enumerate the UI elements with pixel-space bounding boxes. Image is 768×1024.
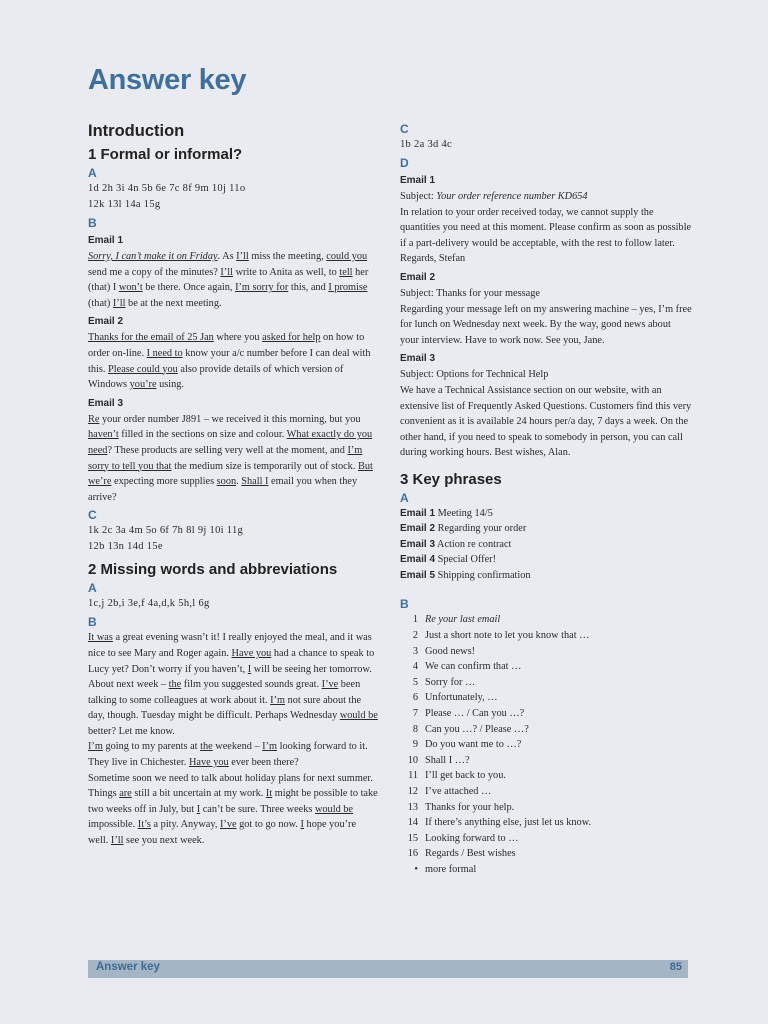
answers-2a: 1c,j 2b,i 3e,f 4a,d,k 5h,l 6g xyxy=(88,598,210,610)
list-item: 1 Re your last email xyxy=(412,614,501,626)
answers-c-right: 1b 2a 3d 4c xyxy=(400,139,452,150)
key-phrase-email-row: Email 4 Special Offer! xyxy=(400,554,497,566)
d-email-2-subject: Subject: Thanks for your message xyxy=(400,287,540,299)
list-item: 15 Looking forward to … xyxy=(407,832,519,844)
d-email-3-subject: Subject: Options for Technical Help xyxy=(400,369,549,381)
list-item: 11 I’ll get back to you. xyxy=(408,770,506,782)
exercise-2b-text: It was a great evening wasn’t it! I really enjoyed the meal, and it was nice to see Mary and Roger again. Have you had a chance to speak to Lucy yet? Don’t worry if you haven’t, I will be seeing her tomorrow. About next week – the film you suggested sounds great. I’ve been talking to some colleagues at work about it. I’m not sure about the day, though. Tuesday might be difficult. Perhaps Wednesday would be better? Let me know. I’m going to my parents at the weekend – I’m looking forward to it. They live in Chichester. Have you ever been there? Sometime soon we need to talk about holiday plans for next summer. Things are still a bit uncertain at my work. It might be possible to take two weeks off in July, but I can’t be sure. Three weeks would be impossible. It’s a pity. Anyway, I’ve got to go now. I hope you’re well. I’ll see you next week. xyxy=(88,632,378,847)
exercise-letter-a: A xyxy=(88,166,97,180)
d-email-1-body: In relation to your order received today, we cannot supply the quantities you need at this moment. Please confirm as soon as possible if a part-delivery would be acceptable, with the rest to follow later. Regards, Stefan xyxy=(400,206,692,265)
list-item: 8 Can you …? / Please …? xyxy=(412,723,529,735)
footer-label: Answer key xyxy=(96,961,160,973)
list-item: 16 Regards / Best wishes xyxy=(407,848,516,860)
key-phrase-email-row: Email 5 Shipping confirmation xyxy=(400,569,531,581)
d-email-3-heading: Email 3 xyxy=(400,353,436,365)
list-item: 13 Thanks for your help. xyxy=(407,801,515,813)
email-1-heading: Email 1 xyxy=(88,235,124,246)
list-item: 12 I’ve attached … xyxy=(407,785,492,797)
section-heading-key-phrases: 3 Key phrases xyxy=(400,470,502,488)
footer-bar xyxy=(88,960,688,978)
answers-1a-line1: 1d 2h 3i 4n 5b 6e 7c 8f 9m 10j 11o xyxy=(88,183,246,194)
exercise-letter-d: D xyxy=(400,156,409,170)
list-item: • more formal xyxy=(414,863,477,875)
exercise-2-letter-a: A xyxy=(88,581,97,596)
list-item: 5 Sorry for … xyxy=(412,676,476,688)
email-2-body: Thanks for the email of 25 Jan where you asked for help on how to order on-line. I need to know your a/c number before I can deal with this. Please could you also provide details of which version of Windows you’re using. xyxy=(88,332,371,391)
email-2-heading: Email 2 xyxy=(88,316,124,328)
list-item: 6 Unfortunately, … xyxy=(412,692,498,704)
email-3-body: Re your order number J891 – we received it this morning, but you haven’t filled in the sections on size and colour. What exactly do you need? These products are selling very well at the moment, and I’m sorry to tell you that the medium size is temporarily out of stock. But we’re expecting more supplies soon. Shall I email you when they arrive? xyxy=(88,413,373,503)
email-1-body: Sorry, I can’t make it on Friday. As I’ll miss the meeting, could you send me a copy of the minutes? I’ll write to Anita as well, to tell her (that) I won’t be there. Once again, I’m sorry for this, and I promise (that) I’ll be at the next meeting. xyxy=(88,251,369,309)
left-column xyxy=(88,122,378,849)
page-number: 85 xyxy=(669,961,682,973)
d-email-2-body: Regarding your message left on my answering machine – yes, I’m free for lunch on Wednesday next week. By the way, good news about your interview. Have to work now. See you, Jane. xyxy=(400,303,692,346)
section-heading-introduction: Introduction xyxy=(88,122,185,140)
section-heading-missing-words: 2 Missing words and abbreviations xyxy=(88,561,338,579)
d-email-3-body: We have a Technical Assistance section on our website, with an extensive list of Frequently Asked Questions. Customers find this very convenient as it is available 24 hours per/a day, 7 days a week. On the other hand, if you need to speak to somebody in person, you can call during working hours. Best wishes, Alan. xyxy=(400,384,692,459)
exercise-3-letter-a: A xyxy=(400,490,409,505)
section-heading-formal-informal: 1 Formal or informal? xyxy=(88,146,243,163)
answers-1c-line2: 12b 13n 14d 15e xyxy=(88,541,163,553)
key-phrases-email-list xyxy=(400,506,692,584)
exercise-letter-c: C xyxy=(88,508,97,523)
list-item: 7 Please … / Can you …? xyxy=(412,707,525,719)
key-phrase-email-row: Email 3 Action re contract xyxy=(400,538,512,550)
list-item: 4 We can confirm that … xyxy=(412,661,522,673)
d-email-1-heading: Email 1 xyxy=(400,175,436,186)
list-item: 2 Just a short note to let you know that … xyxy=(412,630,590,641)
exercise-2-letter-b: B xyxy=(88,615,97,630)
right-column xyxy=(400,122,692,878)
exercise-letter-c-right: C xyxy=(400,122,409,136)
key-phrase-email-row: Email 1 Meeting 14/5 xyxy=(400,507,493,519)
list-item: 14 If there’s anything else, just let us know. xyxy=(407,817,592,829)
list-item: 3 Good news! xyxy=(412,645,476,657)
key-phrases-list xyxy=(400,612,692,877)
d-email-1-subject: Subject: Your order reference number KD654 xyxy=(400,191,588,202)
d-email-2-heading: Email 2 xyxy=(400,271,436,283)
list-item: 9 Do you want me to …? xyxy=(412,739,522,751)
key-phrase-email-row: Email 2 Regarding your order xyxy=(400,523,527,535)
exercise-3-letter-b: B xyxy=(400,597,409,612)
answers-1a-line2: 12k 13l 14a 15g xyxy=(88,199,161,210)
answers-1c-line1: 1k 2c 3a 4m 5o 6f 7h 8l 9j 10i 11g xyxy=(88,525,244,537)
email-3-heading: Email 3 xyxy=(88,397,124,409)
list-item: 10 Shall I …? xyxy=(407,754,470,766)
exercise-letter-b: B xyxy=(88,216,97,230)
page-title: Answer key xyxy=(88,64,247,96)
